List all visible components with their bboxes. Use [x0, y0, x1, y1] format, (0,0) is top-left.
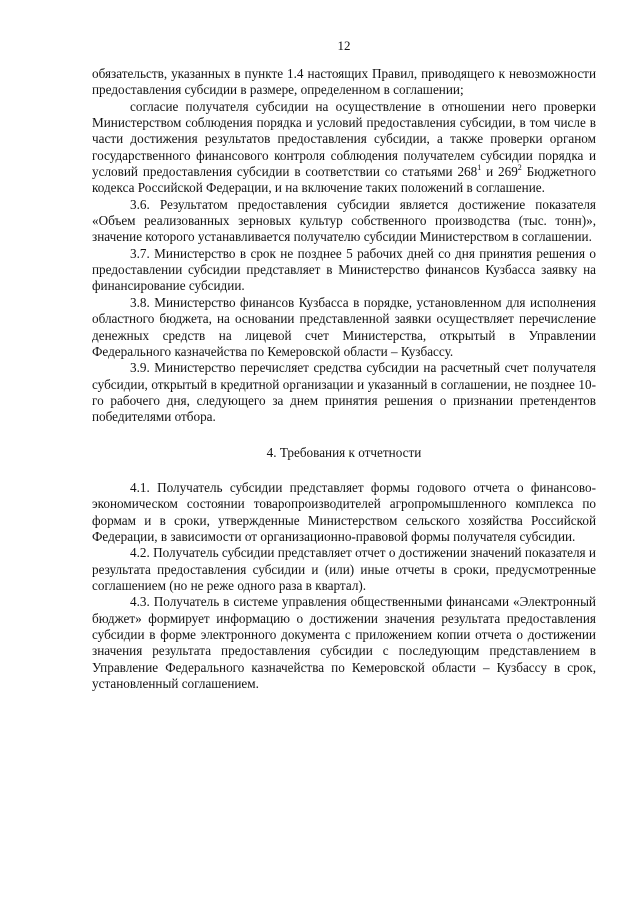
paragraph-3-7: 3.7. Министерство в срок не позднее 5 рабочих дней со дня принятия решения о предоставлении субсидии представляет в Министерство финансов Кузбасса заявку на финансирование субсидии. [92, 245, 596, 294]
paragraph-3-8: 3.8. Министерство финансов Кузбасса в порядке, установленном для исполнения областного бюджета, на основании представленной заявки осуществляет перечисление денежных средств на лицевой счет Министерства, открытый в Управлении Федерального казначейства по Кемеровской области – Кузбассу. [92, 294, 596, 359]
paragraph-3-9: 3.9. Министерство перечисляет средства субсидии на расчетный счет получателя субсидии, открытый в кредитной организации и указанный в соглашении, не позднее 10-го рабочего дня, следующего за днем принятия решения о признании претендентов победителями отбора. [92, 360, 596, 425]
superscript-2: 2 [517, 163, 522, 173]
paragraph-consent-text-b: Бюджетного кодекса Российской Федерации, и на включение таких положений в соглашение. [92, 164, 596, 196]
paragraph-consent [92, 99, 596, 197]
paragraph-3-6: 3.6. Результатом предоставления субсидии является достижение показателя «Объем реализованных зерновых культур собственного производства (тыс. тонн)», значение которого устанавливается получателю субсидии Министерством в соглашении. [92, 196, 596, 245]
paragraph-4-1: 4.1. Получатель субсидии представляет формы годового отчета о финансово-экономическом состоянии товаропроизводителей агропромышленного комплекса по формам и в сроки, утвержденные Министерством сельского хозяйства Российской Федерации, в зависимости от организационно-правовой формы получателя субсидии. [92, 479, 596, 544]
section-heading: 4. Требования к отчетности [266, 444, 422, 460]
paragraph-4-3: 4.3. Получатель в системе управления общественными финансами «Электронный бюджет» формирует информацию о достижении значения результата предоставления субсидии в форме электронного документа с приложением копии отчета о достижении значения результата предоставления субсидии с последующим представлением в Управление Федерального казначейства по Кемеровской области – Кузбассу в срок, установленный соглашением. [92, 594, 596, 692]
paragraph-consent-text-a: согласие получателя субсидии на осуществление в отношении него проверки Министерством соблюдения порядка и условий предоставления субсидии, в том числе в части достижения результатов предоставления субсидии, а также проверки органом государственного финансового контроля соблюдения получателем субсидии порядка и условий предоставления субсидии в соответствии со статьями 268 [92, 98, 596, 180]
superscript-1: 1 [477, 163, 482, 173]
paragraph-consent-text-mid: и 269 [481, 164, 518, 180]
document-page [92, 38, 596, 692]
paragraph-4-2: 4.2. Получатель субсидии представляет отчет о достижении значений показателя и результата предоставления субсидии и (или) иные отчеты в сроки, предусмотренные соглашением (но не реже одного раза в квартал). [92, 545, 596, 593]
paragraph-continuation: обязательств, указанных в пункте 1.4 настоящих Правил, приводящего к невозможности предоставления субсидии в размере, определенном в соглашении; [92, 66, 596, 98]
page-number: 12 [337, 38, 351, 53]
